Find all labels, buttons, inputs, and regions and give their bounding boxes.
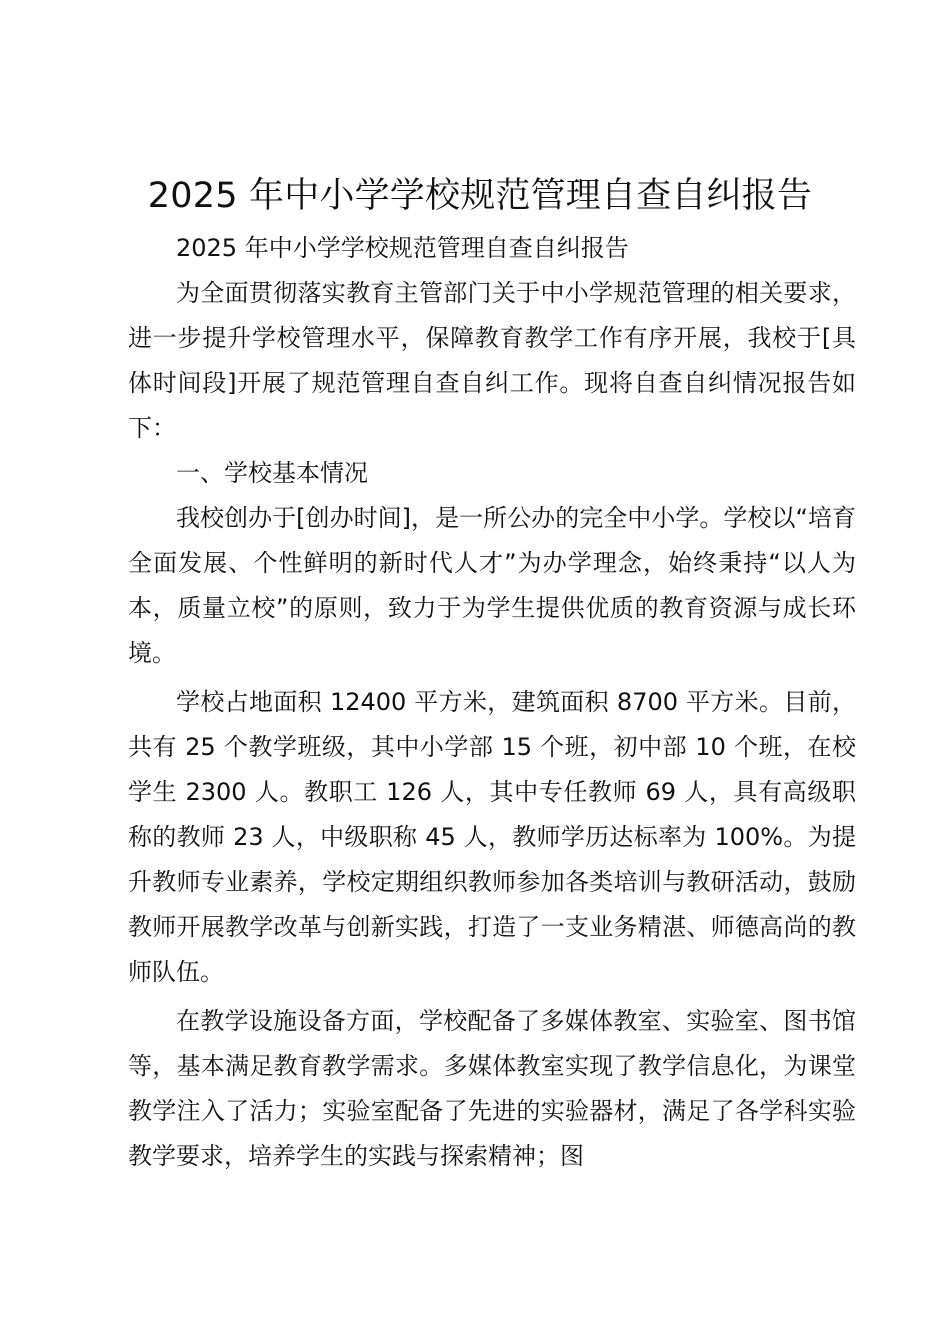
intro-paragraph: 为全面贯彻落实教育主管部门关于中小学规范管理的相关要求，进一步提升学校管理水平，保障教育教学工作有序开展，我校于[具体时间段]开展了规范管理自查自纠工作。现将自查自纠情况报告如下：: [128, 279, 856, 442]
document-title: 2025 年中小学学校规范管理自查自纠报告: [147, 176, 813, 216]
section-heading-basic-info: 一、学校基本情况: [176, 459, 368, 487]
document-body: [128, 226, 856, 1179]
subtitle-paragraph: 2025 年中小学学校规范管理自查自纠报告: [176, 234, 629, 262]
school-scale-paragraph: 学校占地面积 12400 平方米，建筑面积 8700 平方米。目前，共有 25 个教学班级，其中小学部 15 个班，初中部 10 个班，在校学生 2300 人。教职工 126 人，其中专任教师 69 人，具有高级职称的教师 23 人，中级职称 45 人，教师学历达标率为 100%。为提升教师专业素养，学校定期组织教师参加各类培训与教研活动，鼓励教师开展教学改革与创新实践，打造了一支业务精湛、师德高尚的教师队伍。: [128, 688, 856, 986]
facilities-paragraph: 在教学设施设备方面，学校配备了多媒体教室、实验室、图书馆等，基本满足教育教学需求。多媒体教室实现了教学信息化，为课堂教学注入了活力；实验室配备了先进的实验器材，满足了各学科实验教学要求，培养学生的实践与探索精神；图: [128, 1007, 856, 1170]
school-overview-paragraph: 我校创办于[创办时间]，是一所公办的完全中小学。学校以“培育全面发展、个性鲜明的新时代人才”为办学理念，始终秉持“以人为本，质量立校”的原则，致力于为学生提供优质的教育资源与成长环境。: [128, 504, 856, 667]
